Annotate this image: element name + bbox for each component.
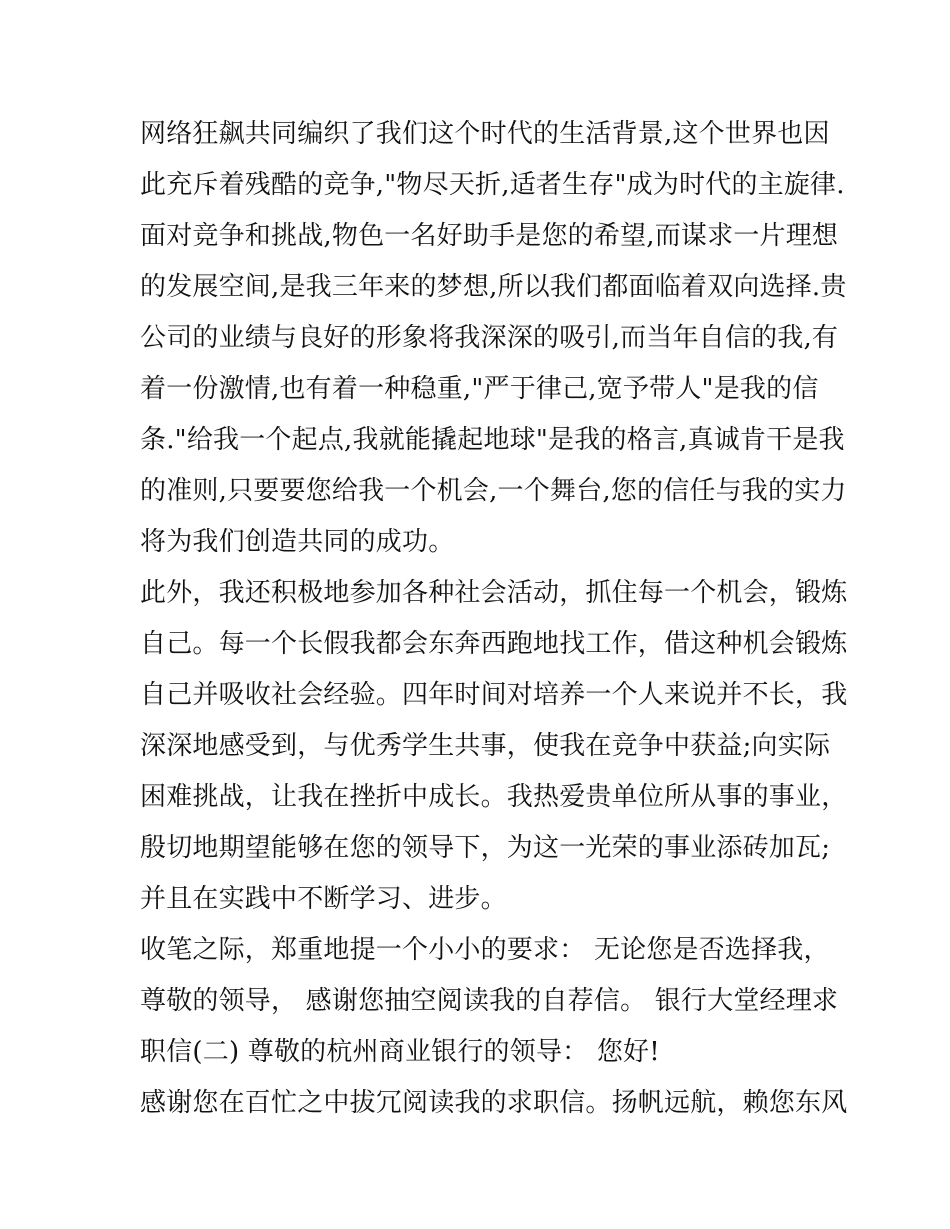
text-line-18: 尊敬的领导， 感谢您抽空阅读我的自荐信。 银行大堂经理求 bbox=[140, 986, 839, 1016]
text-line-12: 自己并吸收社会经验。四年时间对培养一个人来说并不长，我 bbox=[140, 680, 848, 710]
text-line-3: 面对竞争和挑战,物色一名好助手是您的希望,而谋求一片理想 bbox=[140, 221, 839, 251]
text-line-8: 的准则,只要要您给我一个机会,一个舞台,您的信任与我的实力 bbox=[140, 476, 847, 506]
text-line-2: 此充斥着残酷的竞争,"物尽天折,适者生存"成为时代的主旋律. bbox=[140, 170, 845, 200]
text-line-20: 感谢您在百忙之中拔冗阅读我的求职信。扬帆远航，赖您东风 bbox=[140, 1088, 848, 1118]
text-line-9: 将为我们创造共同的成功。 bbox=[140, 527, 455, 557]
body-text bbox=[140, 109, 848, 1129]
text-line-5: 公司的业绩与良好的形象将我深深的吸引,而当年自信的我,有 bbox=[140, 323, 839, 353]
text-line-11: 自己。每一个长假我都会东奔西跑地找工作，借这种机会锻炼 bbox=[140, 629, 848, 659]
text-line-10: 此外，我还积极地参加各种社会活动，抓住每一个机会，锻炼 bbox=[140, 578, 848, 608]
text-line-6: 着一份激情,也有着一种稳重,"严于律己,宽予带人"是我的信 bbox=[140, 374, 819, 404]
text-line-16: 并且在实践中不断学习、进步。 bbox=[140, 884, 507, 914]
text-line-17: 收笔之际，郑重地提一个小小的要求： 无论您是否选择我， bbox=[140, 935, 830, 965]
text-line-1: 网络狂飙共同编织了我们这个时代的生活背景,这个世界也因 bbox=[140, 119, 830, 149]
text-line-13: 深深地感受到，与优秀学生共事，使我在竞争中获益;向实际 bbox=[140, 731, 831, 761]
text-line-15: 殷切地期望能够在您的领导下，为这一光荣的事业添砖加瓦; bbox=[140, 833, 831, 863]
text-line-7: 条."给我一个起点,我就能撬起地球"是我的格言,真诚肯干是我 bbox=[140, 425, 845, 455]
text-line-19: 职信(二) 尊敬的杭州商业银行的领导： 您好! bbox=[140, 1037, 660, 1067]
text-line-4: 的发展空间,是我三年来的梦想,所以我们都面临着双向选择.贵 bbox=[140, 272, 847, 302]
text-line-14: 困难挑战，让我在挫折中成长。我热爱贵单位所从事的事业， bbox=[140, 782, 848, 812]
